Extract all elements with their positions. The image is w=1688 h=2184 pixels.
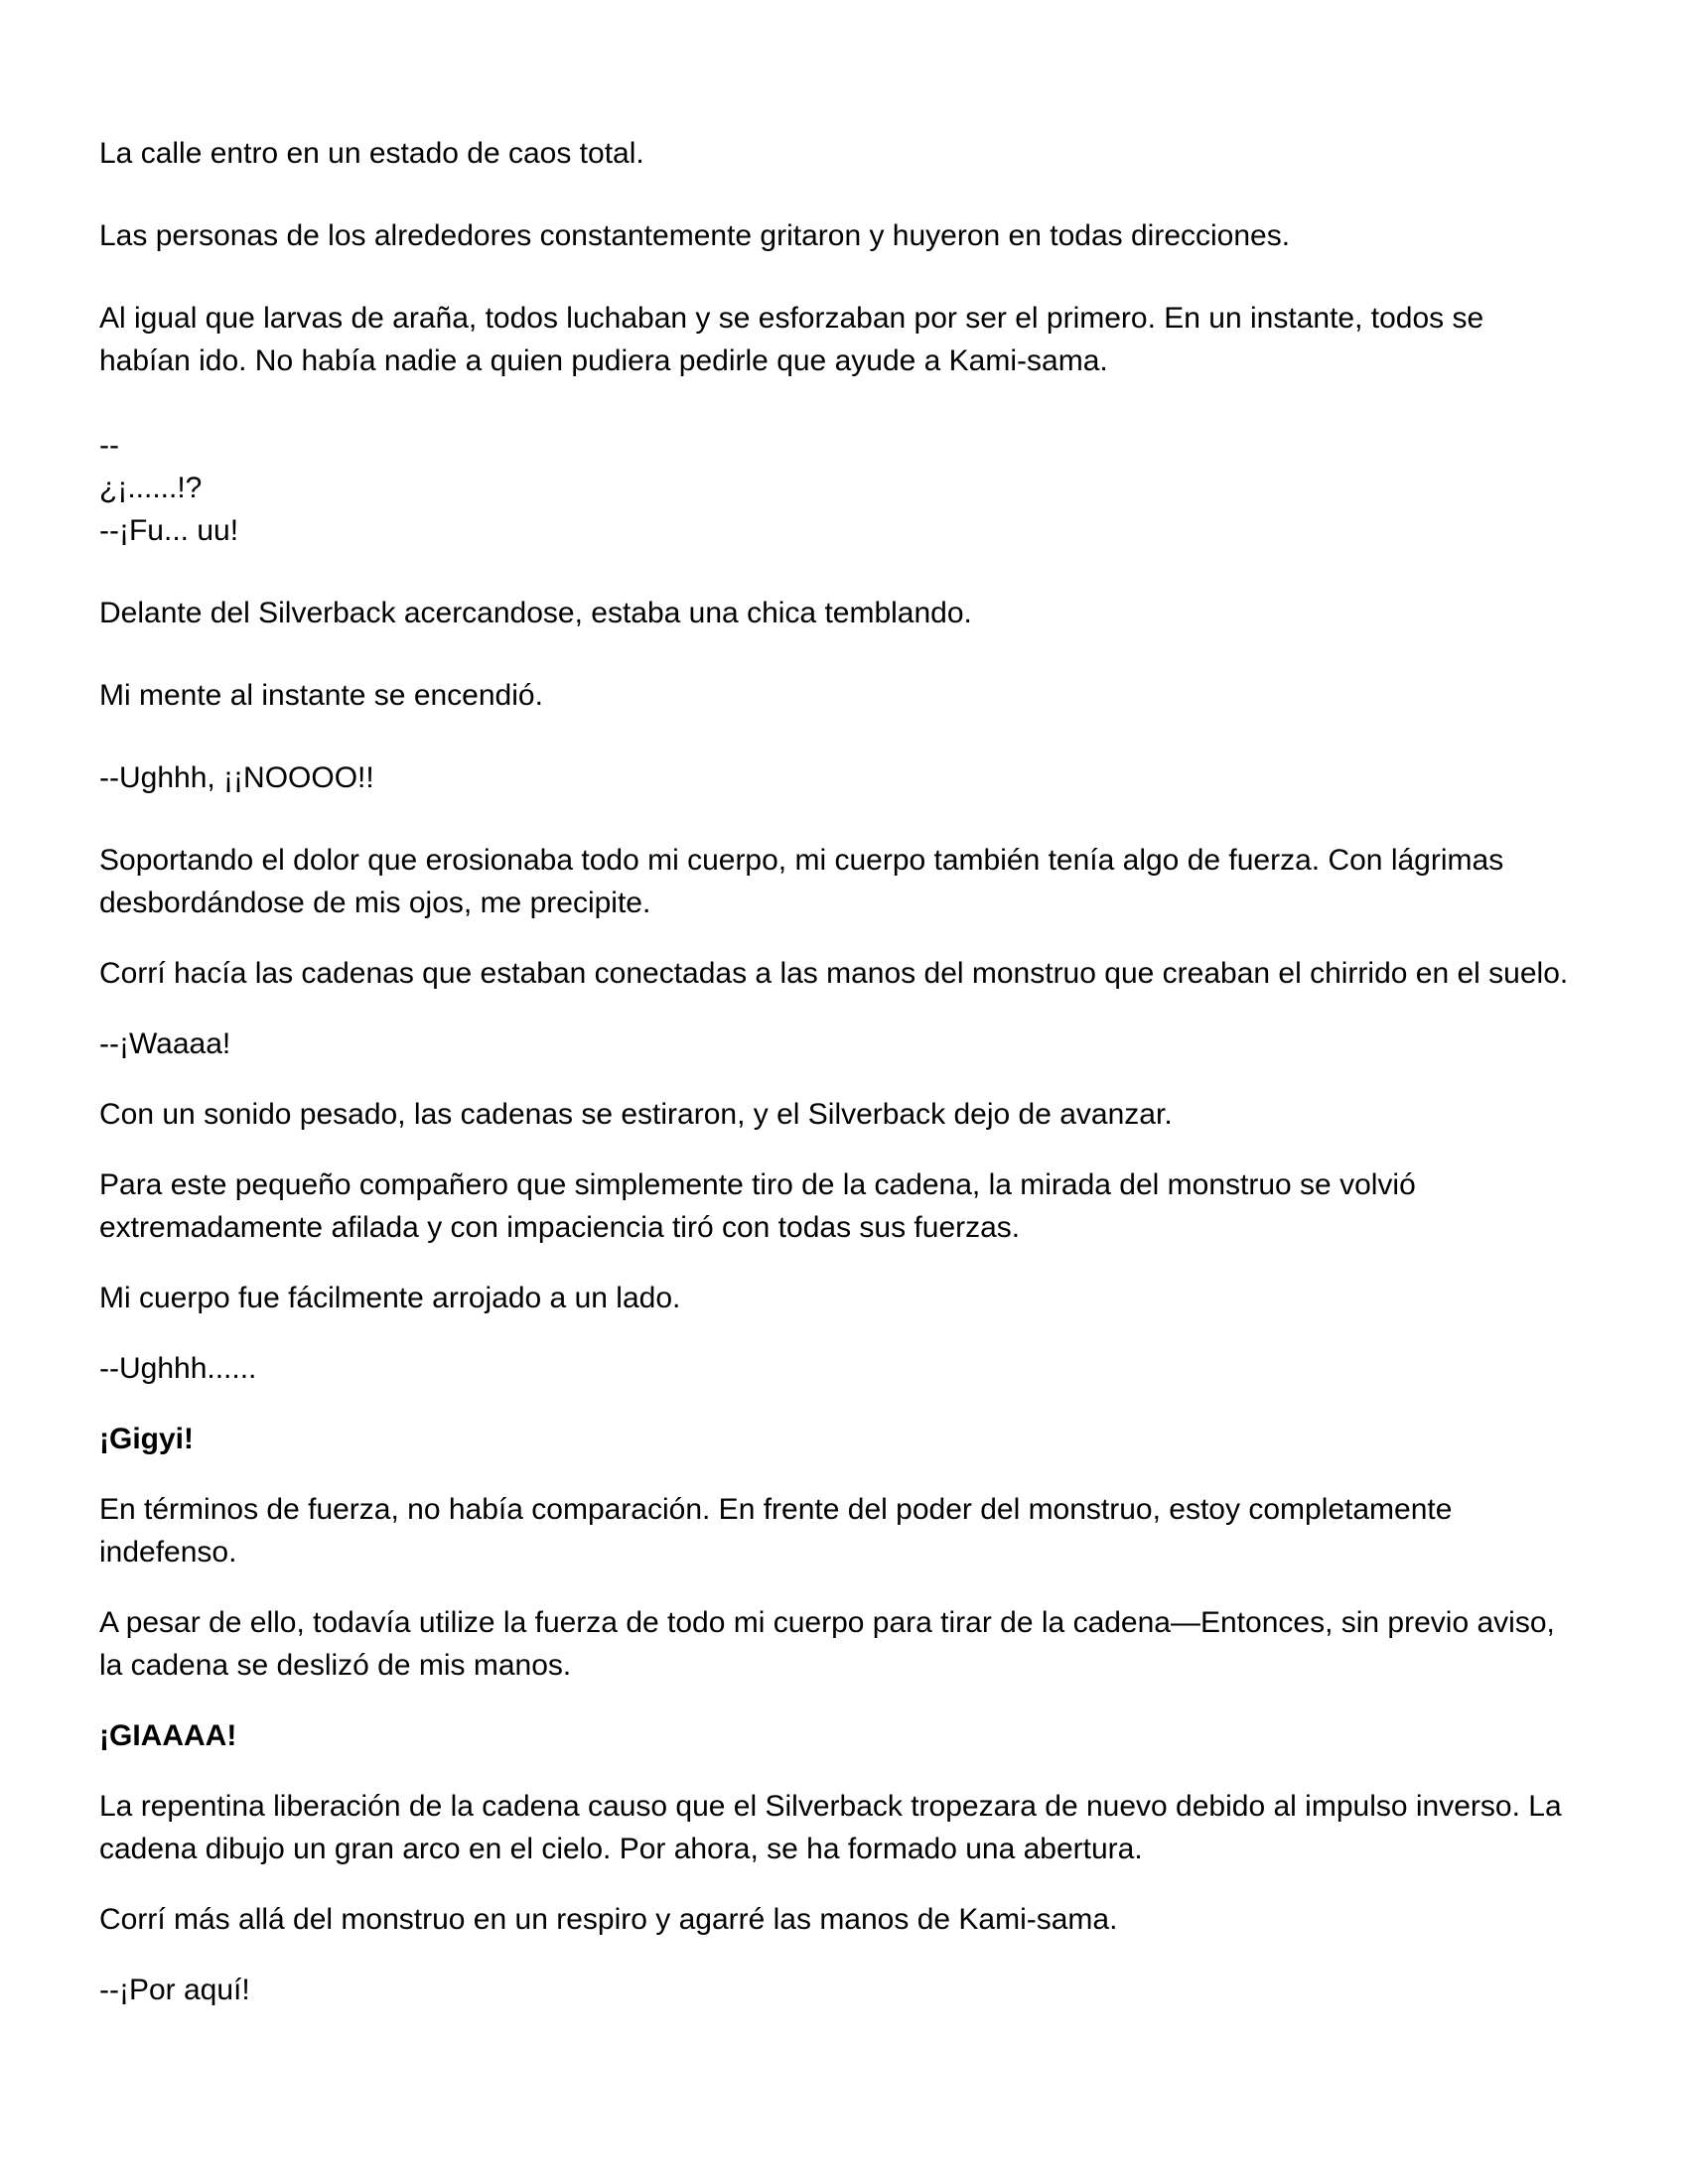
- paragraph: Soportando el dolor que erosionaba todo mi cuerpo, mi cuerpo también tenía algo de fuerza. Con lágrimas desbordándose de mis ojos, me precipite.: [99, 844, 1512, 919]
- paragraph: Al igual que larvas de araña, todos luchaban y se esforzaban por ser el primero. En un instante, todos se habían ido. No había nadie a quien pudiera pedirle que ayude a Kami-sama.: [99, 302, 1492, 377]
- paragraph: Delante del Silverback acercandose, estaba una chica temblando.: [99, 597, 972, 629]
- paragraph: Mi cuerpo fue fácilmente arrojado a un lado.: [99, 1282, 681, 1314]
- paragraph: La calle entro en un estado de caos total.: [99, 137, 644, 170]
- paragraph: Con un sonido pesado, las cadenas se estiraron, y el Silverback dejo de avanzar.: [99, 1098, 1173, 1131]
- paragraph: Corrí hacía las cadenas que estaban conectadas a las manos del monstruo que creaban el chirrido en el suelo.: [99, 957, 1569, 990]
- dialogue-block: -- ¿¡......!? --¡Fu... uu!: [99, 429, 239, 547]
- dialogue-line: --¡Por aquí!: [99, 1974, 250, 2006]
- dialogue-line: --Ughhh, ¡¡NOOOO!!: [99, 761, 374, 794]
- paragraph: Para este pequeño compañero que simplemente tiro de la cadena, la mirada del monstruo se volvió extremadamente afilada y con impaciencia tiró con todas sus fuerzas.: [99, 1168, 1425, 1244]
- paragraph: La repentina liberación de la cadena causo que el Silverback tropezara de nuevo debido al impulso inverso. La cadena dibujo un gran arco en el cielo. Por ahora, se ha formado una abertura.: [99, 1790, 1570, 1865]
- paragraph: Corrí más allá del monstruo en un respiro y agarré las manos de Kami-sama.: [99, 1903, 1118, 1936]
- sound-effect: ¡GIAAAA!: [99, 1719, 237, 1752]
- paragraph: Las personas de los alrededores constantemente gritaron y huyeron en todas direcciones.: [99, 219, 1291, 252]
- paragraph: A pesar de ello, todavía utilize la fuerza de todo mi cuerpo para tirar de la cadena—Entonces, sin previo aviso, la cadena se deslizó de mis manos.: [99, 1606, 1564, 1682]
- paragraph: Mi mente al instante se encendió.: [99, 679, 543, 712]
- paragraph: En términos de fuerza, no había comparación. En frente del poder del monstruo, estoy completamente indefenso.: [99, 1493, 1461, 1569]
- sound-effect: ¡Gigyi!: [99, 1423, 194, 1455]
- dialogue-line: --¡Waaaa!: [99, 1027, 231, 1060]
- dialogue-line: --Ughhh......: [99, 1352, 257, 1385]
